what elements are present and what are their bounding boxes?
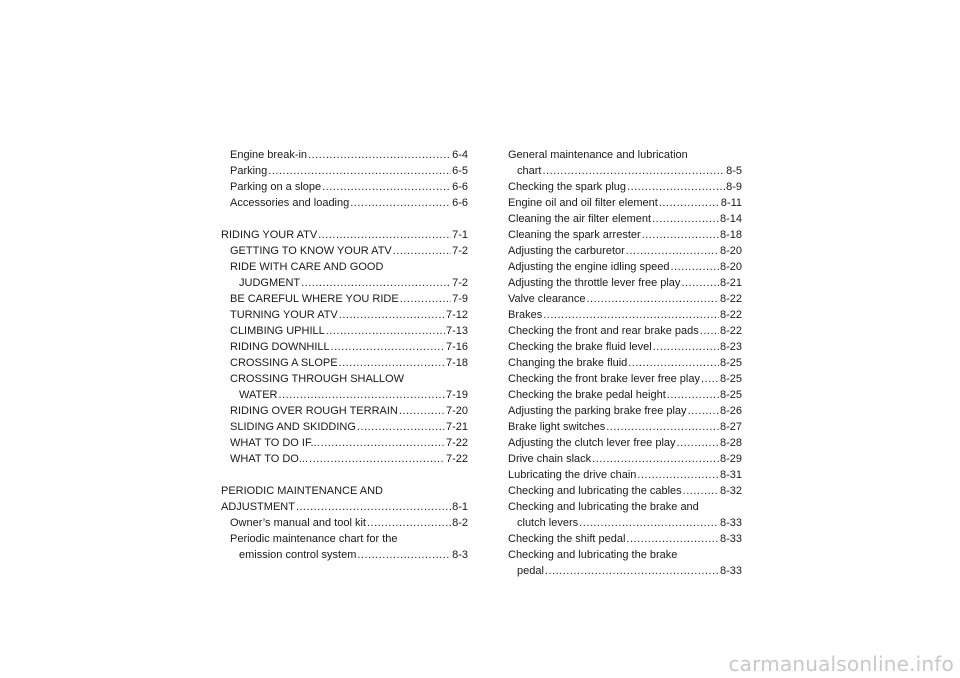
dot-leader xyxy=(670,259,719,275)
toc-entry-title-line xyxy=(221,483,468,499)
toc-entry-title: Parking on a slope xyxy=(230,181,322,193)
toc-entry-title: RIDING DOWNHILL xyxy=(230,341,330,353)
dot-leader xyxy=(357,419,445,435)
toc-entry-page: 7-2 xyxy=(452,277,468,289)
dot-leader xyxy=(627,179,725,195)
toc-entry xyxy=(508,515,742,531)
toc-entry xyxy=(508,307,742,323)
toc-entry xyxy=(221,195,468,211)
toc-entry xyxy=(221,243,468,259)
toc-entry xyxy=(221,163,468,179)
dot-leader xyxy=(326,323,445,339)
toc-entry-page: 8-11 xyxy=(720,197,742,209)
dot-leader xyxy=(701,371,719,387)
toc-entry-title: SLIDING AND SKIDDING xyxy=(230,421,356,433)
dot-leader xyxy=(606,419,719,435)
dot-leader xyxy=(653,339,719,355)
toc-entry-page: 7-12 xyxy=(445,309,468,321)
toc-entry-title: CROSSING THROUGH SHALLOW xyxy=(230,373,404,385)
toc-entry-title: Checking and lubricating the brake and xyxy=(508,501,699,513)
toc-entry-title: Changing the brake fluid xyxy=(508,357,628,369)
dot-leader xyxy=(652,211,719,227)
toc-entry xyxy=(508,195,742,211)
toc-entry-page: 7-18 xyxy=(445,357,468,369)
toc-spacer xyxy=(221,211,468,227)
toc-entry-page: 8-22 xyxy=(719,293,742,305)
toc-entry-page: 8-2 xyxy=(452,517,468,529)
toc-entry-title: clutch levers xyxy=(517,517,579,529)
toc-entry-title: Valve clearance xyxy=(508,293,586,305)
toc-entry-title: CROSSING A SLOPE xyxy=(230,357,338,369)
dot-leader xyxy=(667,387,719,403)
toc-entry-title: Cleaning the spark arrester xyxy=(508,229,641,241)
toc-entry-title: RIDING OVER ROUGH TERRAIN xyxy=(230,405,398,417)
dot-leader xyxy=(399,403,445,419)
toc-entry-page: 8-25 xyxy=(719,389,742,401)
dot-leader xyxy=(681,275,719,291)
toc-entry xyxy=(508,403,742,419)
dot-leader xyxy=(268,163,451,179)
dot-leader xyxy=(279,387,445,403)
toc-entry xyxy=(508,563,742,579)
toc-entry xyxy=(508,179,742,195)
toc-entry-title: Checking the spark plug xyxy=(508,181,627,193)
toc-entry-title: BE CAREFUL WHERE YOU RIDE xyxy=(230,293,399,305)
toc-entry-page: 8-5 xyxy=(726,165,742,177)
toc-entry-page: 8-27 xyxy=(719,421,742,433)
toc-entry-page: 8-9 xyxy=(726,181,742,193)
toc-entry xyxy=(508,371,742,387)
toc-entry-title: Owner’s manual and tool kit xyxy=(230,517,366,529)
toc-entry xyxy=(221,515,468,531)
toc-entry-title: TURNING YOUR ATV xyxy=(230,309,338,321)
dot-leader xyxy=(626,531,719,547)
toc-entry-title: Accessories and loading xyxy=(230,197,350,209)
toc-entry-title: RIDING YOUR ATV xyxy=(221,229,318,241)
toc-entry xyxy=(508,275,742,291)
toc-entry-page: 6-6 xyxy=(452,197,468,209)
toc-entry-page: 7-21 xyxy=(445,421,468,433)
toc-entry-page: 6-4 xyxy=(452,149,468,161)
toc-entry xyxy=(508,243,742,259)
toc-entry-page: 8-31 xyxy=(719,469,742,481)
toc-entry xyxy=(508,259,742,275)
toc-entry-title: Brake light switches xyxy=(508,421,606,433)
toc-entry-page: 8-18 xyxy=(719,229,742,241)
toc-entry-title: Brakes xyxy=(508,309,543,321)
dot-leader xyxy=(642,227,719,243)
toc-entry xyxy=(508,483,742,499)
toc-entry-title: WHAT TO DO IF... xyxy=(230,437,320,449)
toc-entry xyxy=(221,435,468,451)
toc-entry xyxy=(221,451,468,467)
toc-entry-title: ADJUSTMENT xyxy=(221,501,295,513)
toc-entry-title: Adjusting the carburetor xyxy=(508,245,625,257)
dot-leader xyxy=(543,307,719,323)
toc-entry xyxy=(221,339,468,355)
dot-leader xyxy=(628,355,719,371)
toc-entry xyxy=(508,227,742,243)
toc-entry-title-line xyxy=(508,499,742,515)
toc-entry-title-line xyxy=(221,531,468,547)
dot-leader xyxy=(318,227,451,243)
toc-entry-title: JUDGMENT xyxy=(239,277,301,289)
toc-entry xyxy=(508,211,742,227)
dot-leader xyxy=(700,323,719,339)
toc-entry xyxy=(508,323,742,339)
toc-entry-page: 8-33 xyxy=(719,565,742,577)
toc-entry-title: PERIODIC MAINTENANCE AND xyxy=(221,485,383,497)
toc-entry-page: 8-32 xyxy=(719,485,742,497)
toc-entry-page: 6-6 xyxy=(452,181,468,193)
dot-leader xyxy=(393,243,451,259)
toc-entry-page: 8-29 xyxy=(719,453,742,465)
toc-entry xyxy=(508,435,742,451)
dot-leader xyxy=(308,147,451,163)
dot-leader xyxy=(545,563,719,579)
toc-entry xyxy=(508,291,742,307)
toc-entry-title: emission control system xyxy=(239,549,357,561)
toc-entry-title-line xyxy=(508,147,742,163)
toc-entry xyxy=(221,547,468,563)
toc-entry-page: 8-25 xyxy=(719,373,742,385)
toc-entry xyxy=(508,355,742,371)
toc-entry-page: 8-21 xyxy=(719,277,742,289)
toc-entry-page: 7-22 xyxy=(445,437,468,449)
toc-entry-title: Adjusting the engine idling speed xyxy=(508,261,670,273)
toc-entry-title: CLIMBING UPHILL xyxy=(230,325,325,337)
dot-leader xyxy=(367,515,451,531)
watermark: carmanualsonline.info xyxy=(728,652,954,676)
toc-entry-page: 8-25 xyxy=(719,357,742,369)
toc-entry-title: Lubricating the drive chain xyxy=(508,469,637,481)
toc-entry-title: Checking the front and rear brake pads xyxy=(508,325,699,337)
toc-entry xyxy=(508,467,742,483)
toc-entry-page: 7-19 xyxy=(445,389,468,401)
dot-leader xyxy=(400,291,451,307)
dot-leader xyxy=(296,499,451,515)
toc-entry-title-line xyxy=(221,259,468,275)
toc-entry-page: 8-28 xyxy=(719,437,742,449)
toc-entry-page: 7-22 xyxy=(445,453,468,465)
dot-leader xyxy=(683,483,719,499)
toc-entry xyxy=(508,163,742,179)
toc-entry-title: Engine break-in xyxy=(230,149,308,161)
toc-entry-page: 8-23 xyxy=(719,341,742,353)
dot-leader xyxy=(637,467,719,483)
toc-entry-title: Adjusting the clutch lever free play xyxy=(508,437,676,449)
toc-entry-page: 8-22 xyxy=(719,309,742,321)
toc-entry-title: General maintenance and lubrication xyxy=(508,149,688,161)
toc-entry-page: 8-1 xyxy=(452,501,468,513)
toc-entry-page: 8-26 xyxy=(719,405,742,417)
toc-entry xyxy=(221,307,468,323)
dot-leader xyxy=(350,195,451,211)
toc-entry xyxy=(221,275,468,291)
toc-entry-title: Adjusting the parking brake free play xyxy=(508,405,687,417)
toc-entry-title: Drive chain slack xyxy=(508,453,592,465)
dot-leader xyxy=(339,355,445,371)
dot-leader xyxy=(309,451,445,467)
toc-entry-title: chart xyxy=(517,165,542,177)
dot-leader xyxy=(321,435,445,451)
toc-entry-title-line xyxy=(221,371,468,387)
toc-entry xyxy=(221,499,468,515)
toc-entry-page: 7-1 xyxy=(452,229,468,241)
toc-entry-title: Adjusting the throttle lever free play xyxy=(508,277,681,289)
toc-entry xyxy=(508,531,742,547)
dot-leader xyxy=(677,435,719,451)
toc-entry-page: 7-13 xyxy=(445,325,468,337)
toc-entry-page: 8-20 xyxy=(719,245,742,257)
toc-entry-title: Checking the brake pedal height xyxy=(508,389,666,401)
toc-entry xyxy=(221,291,468,307)
toc-entry xyxy=(221,355,468,371)
toc-entry-page: 7-16 xyxy=(445,341,468,353)
toc-entry-title: GETTING TO KNOW YOUR ATV xyxy=(230,245,392,257)
dot-leader xyxy=(586,291,719,307)
toc-entry-title: WHAT TO DO... xyxy=(230,453,309,465)
toc-entry-title: Checking the front brake lever free play xyxy=(508,373,700,385)
toc-entry xyxy=(508,387,742,403)
toc-entry-title: pedal xyxy=(517,565,544,577)
toc-entry xyxy=(221,387,468,403)
toc-entry-title: Checking the shift pedal xyxy=(508,533,626,545)
toc-entry xyxy=(221,403,468,419)
dot-leader xyxy=(688,403,719,419)
dot-leader xyxy=(659,195,720,211)
dot-leader xyxy=(579,515,719,531)
toc-entry xyxy=(508,339,742,355)
toc-entry-title-line xyxy=(508,547,742,563)
toc-entry-page: 8-14 xyxy=(719,213,742,225)
toc-entry-page: 7-2 xyxy=(452,245,468,257)
toc-entry-title: WATER xyxy=(239,389,278,401)
toc-entry-title: Periodic maintenance chart for the xyxy=(230,533,398,545)
dot-leader xyxy=(339,307,445,323)
toc-entry-page: 7-20 xyxy=(445,405,468,417)
toc-entry-page: 8-20 xyxy=(719,261,742,273)
toc-entry-title: Cleaning the air filter element xyxy=(508,213,652,225)
dot-leader xyxy=(331,339,445,355)
toc-entry xyxy=(221,147,468,163)
toc-entry-page: 7-9 xyxy=(452,293,468,305)
toc-entry-page: 8-33 xyxy=(719,517,742,529)
dot-leader xyxy=(301,275,451,291)
toc-entry-page: 8-33 xyxy=(719,533,742,545)
dot-leader xyxy=(542,163,725,179)
toc-entry xyxy=(508,451,742,467)
toc-spacer xyxy=(221,467,468,483)
toc-entry-title: Engine oil and oil filter element xyxy=(508,197,658,209)
toc-entry-title: Parking xyxy=(230,165,268,177)
toc-entry xyxy=(221,227,468,243)
dot-leader xyxy=(322,179,451,195)
toc-entry-page: 8-3 xyxy=(452,549,468,561)
toc-entry xyxy=(221,179,468,195)
dot-leader xyxy=(592,451,719,467)
dot-leader xyxy=(357,547,451,563)
toc-entry-title: RIDE WITH CARE AND GOOD xyxy=(230,261,384,273)
toc-entry-page: 6-5 xyxy=(452,165,468,177)
toc-right-column xyxy=(508,147,742,579)
toc-entry-title: Checking the brake fluid level xyxy=(508,341,652,353)
toc-entry xyxy=(221,419,468,435)
toc-entry-page: 8-22 xyxy=(719,325,742,337)
toc-entry-title: Checking and lubricating the brake xyxy=(508,549,678,561)
toc-left-column xyxy=(221,147,468,563)
toc-entry xyxy=(221,323,468,339)
toc-entry-title: Checking and lubricating the cables xyxy=(508,485,682,497)
toc-entry xyxy=(508,419,742,435)
dot-leader xyxy=(626,243,719,259)
